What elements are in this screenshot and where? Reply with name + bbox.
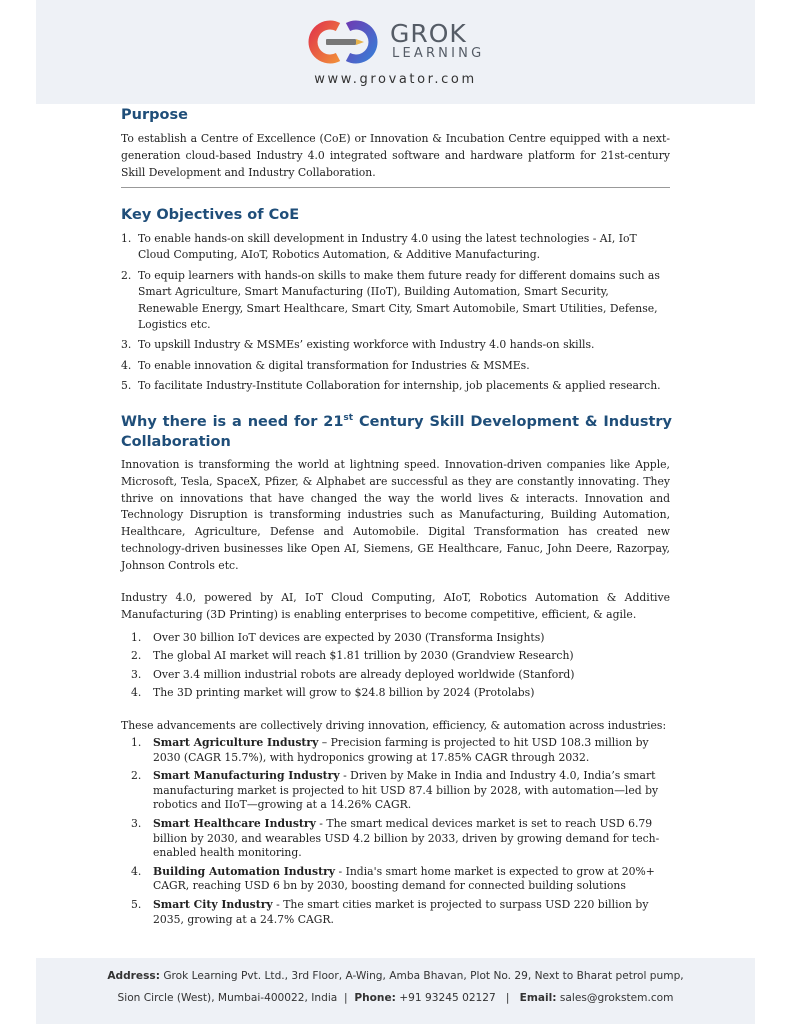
- list-item: 1. To enable hands-on skill development in Industry 4.0 using the latest technologies - AI, IoT Cloud Computing, AIoT, Robotics Automation, & Additive Manufacturing.: [121, 232, 637, 262]
- logo-mark-icon: [298, 18, 388, 66]
- objectives-list: [121, 231, 672, 399]
- list-item: 3. Over 3.4 million industrial robots are already deployed worldwide (Stanford): [131, 667, 575, 681]
- list-item: 2. The global AI market will reach $1.81 trillion by 2030 (Grandview Research): [131, 649, 574, 663]
- why-paragraph-1: Innovation is transforming the world at lightning speed. Innovation-driven companies like Apple, Microsoft, Tesla, SpaceX, Pfizer, & Alphabet are successful as they are constantly innovating. They thrive on innovations that have changed the way the world lives & interacts. Innovation and Technology Disruption is transforming industries such as Manufacturing, Building Automation, Healthcare, Agriculture, Defense and Automobile. Digital Transformation has created new technology-driven businesses like Open AI, Siemens, GE Healthcare, Fanuc, John Deere, Razorpay, Johnson Controls etc.: [121, 458, 670, 572]
- list-item: 3. To upskill Industry & MSMEs’ existing workforce with Industry 4.0 hands-on skills.: [121, 338, 595, 352]
- list-item: 2. To equip learners with hands-on skills to make them future ready for different domains such as Smart Agriculture, Smart Manufacturing (IIoT), Building Automation, Smart Security, Renewable Energy, Smart Healthcare, Smart City, Smart Automobile, Smart Utilities, Defense, Logistics etc.: [121, 268, 660, 332]
- list-item: 5. To facilitate Industry-Institute Collaboration for internship, job placements & applied research.: [121, 379, 661, 393]
- brand-subtitle: LEARNING: [392, 46, 485, 61]
- brand-name: GROK: [390, 19, 467, 48]
- list-item: 1. Over 30 billion IoT devices are expected by 2030 (Transforma Insights): [131, 631, 545, 644]
- email-link[interactable]: sales@grokstem.com: [559, 992, 674, 1004]
- list-item: 3. Smart Healthcare Industry - The smart medical devices market is set to reach USD 6.79 billion by 2030, and wearables USD 4.2 billion by 2033, driven by growing demand for tech-enabled health monitoring.: [131, 816, 660, 860]
- grok-learning-logo: [298, 18, 498, 66]
- footer-address-line-1: Address: Grok Learning Pvt. Ltd., 3rd Floor, A-Wing, Amba Bhavan, Plot No. 29, Next to Bharat petrol pump,: [107, 970, 684, 982]
- why-heading: Why there is a need for 21st Century Skill Development & Industry Collaboration: [121, 413, 672, 450]
- list-item: 5. Smart City Industry - The smart cities market is projected to surpass USD 220 billion by 2035, growing at a 24.7% CAGR.: [131, 897, 649, 926]
- why-paragraph-3: These advancements are collectively driving innovation, efficiency, & automation across industries:: [121, 719, 667, 732]
- purpose-heading: Purpose: [121, 107, 188, 123]
- list-item: 2. Smart Manufacturing Industry - Driven by Make in India and Industry 4.0, India’s smart manufacturing market is projected to hit USD 87.4 billion by 2028, with automation—led by robotics and IIoT—growing at a 14.26% CAGR.: [131, 769, 659, 812]
- list-item: 4. Building Automation Industry - India's smart home market is expected to grow at 20%+ CAGR, reaching USD 6 bn by 2030, boosting demand for connected building solutions: [131, 864, 655, 893]
- website-url[interactable]: www.grovator.com: [314, 72, 477, 87]
- industries-list: [131, 736, 672, 931]
- objectives-heading: Key Objectives of CoE: [121, 207, 300, 223]
- purpose-text: To establish a Centre of Excellence (CoE) or Innovation & Incubation Centre equipped with a next-generation cloud-based Industry 4.0 integrated software and hardware platform for 21st-century Skill Development and Industry Collaboration.: [121, 132, 670, 179]
- phone-number[interactable]: +91 93245 02127: [399, 992, 496, 1004]
- list-item: 4. To enable innovation & digital transformation for Industries & MSMEs.: [121, 358, 530, 372]
- section-divider: [121, 187, 670, 188]
- why-paragraph-2: Industry 4.0, powered by AI, IoT Cloud Computing, AIoT, Robotics Automation & Additive Manufacturing (3D Printing) is enabling enterprises to become competitive, efficient, & agile.: [121, 591, 670, 621]
- list-item: 4. The 3D printing market will grow to $24.8 billion by 2024 (Protolabs): [131, 686, 535, 700]
- footer-address-line-2: Sion Circle (West), Mumbai-400022, India | Phone: +91 93245 02127 | Email: sales@grokstem.com: [117, 992, 674, 1004]
- stats-list: [131, 630, 672, 704]
- list-item: 1. Smart Agriculture Industry – Precision farming is projected to hit USD 108.3 million by 2030 (CAGR 15.7%), with hydroponics growing at 17.85% CAGR through 2032.: [131, 736, 649, 764]
